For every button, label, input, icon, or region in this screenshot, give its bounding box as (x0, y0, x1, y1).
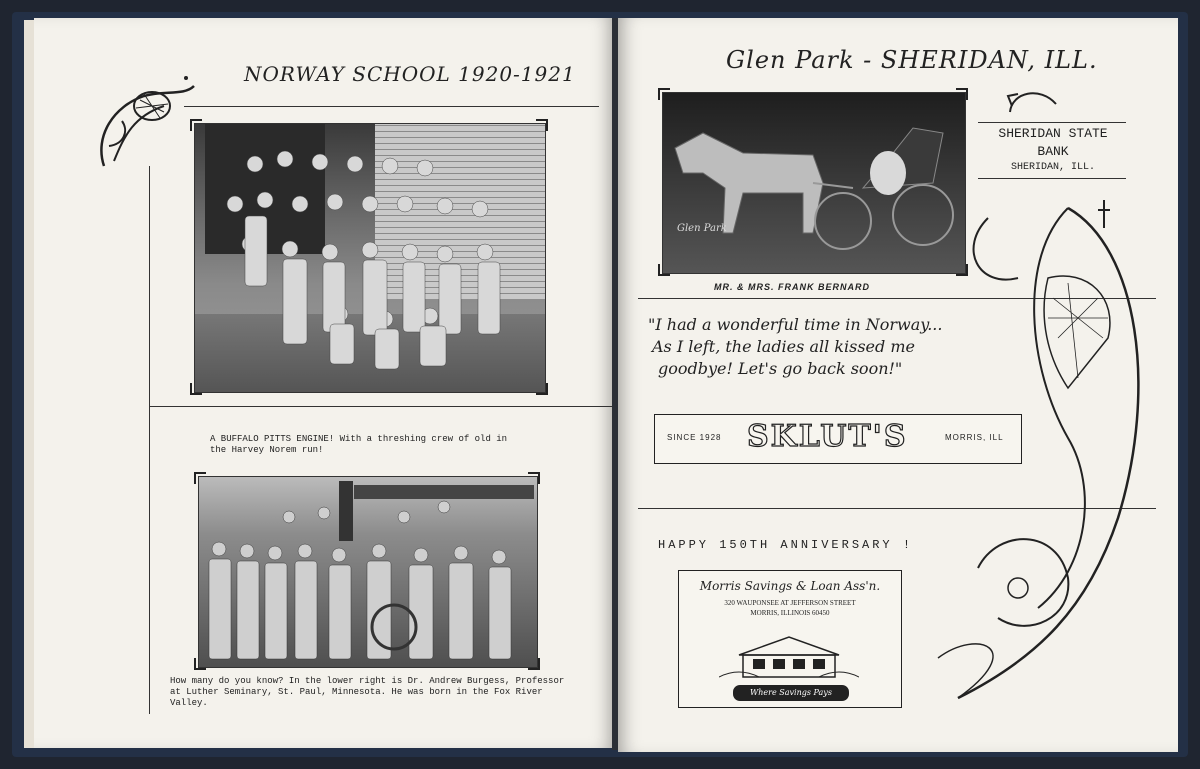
curved-arrow-icon (1000, 82, 1070, 118)
threshing-crew-photo (198, 476, 538, 668)
photo-corner (194, 658, 206, 670)
skluts-since: SINCE 1928 (667, 433, 722, 442)
skluts-city: MORRIS, ILL (945, 433, 1004, 442)
flourish-ornament-icon (94, 66, 204, 176)
skluts-name: SKLUT'S (747, 419, 908, 454)
photo-corner (658, 88, 670, 100)
photo-corner (194, 472, 206, 484)
photo-corner (536, 383, 548, 395)
quote-line: As I left, the ladies all kissed me (652, 337, 915, 356)
bottom-caption: How many do you know? In the lower right is Dr. Andrew Burgess, Professor at Luther Seminary, St. Paul, Minnesota. He was born in the Fox River Valley. (170, 676, 565, 708)
savings-name: Morris Savings & Loan Ass'n. (699, 579, 881, 593)
quote-line: "I had a wonderful time in Norway... (648, 315, 943, 334)
photo-corner (956, 88, 968, 100)
photo-corner (528, 658, 540, 670)
left-page (34, 18, 614, 748)
photo-signature: Glen Park (677, 223, 727, 234)
divider-line (978, 178, 1126, 179)
photo-corner (528, 472, 540, 484)
anniversary-text: HAPPY 150TH ANNIVERSARY ! (658, 538, 914, 552)
quote-line: goodbye! Let's go back soon!" (658, 359, 903, 378)
savings-city: MORRIS, ILLINOIS 60450 (750, 609, 830, 617)
page-title: Glen Park - SHERIDAN, ILL. (726, 46, 1098, 74)
bank-name: SHERIDAN STATE (998, 126, 1108, 141)
students-group (195, 124, 545, 392)
crew-group (199, 477, 537, 667)
photo-caption: MR. & MRS. FRANK BERNARD (714, 282, 870, 292)
bank-building-icon (719, 627, 859, 683)
savings-slogan: Where Savings Pays (733, 685, 849, 701)
photo-corner (658, 264, 670, 276)
paisley-flourish-icon (918, 188, 1168, 728)
bank-name-line2: BANK (1037, 144, 1069, 159)
divider-line (184, 106, 599, 107)
photo-corner (190, 383, 202, 395)
photo-corner (190, 119, 202, 131)
engine-caption: A BUFFALO PITTS ENGINE! With a threshing crew of old in the Harvey Norem run! (210, 434, 508, 455)
morris-savings-ad (678, 570, 902, 708)
savings-address: 320 WAUPONSEE AT JEFFERSON STREET (724, 599, 856, 607)
vertical-rule (149, 166, 150, 714)
school-class-photo (194, 123, 546, 393)
right-page (618, 18, 1178, 752)
photo-corner (536, 119, 548, 131)
bank-city: SHERIDAN, ILL. (1010, 162, 1095, 173)
page-title: NORWAY SCHOOL 1920-1921 (244, 62, 576, 86)
divider-line (149, 406, 614, 407)
divider-line (978, 122, 1126, 123)
